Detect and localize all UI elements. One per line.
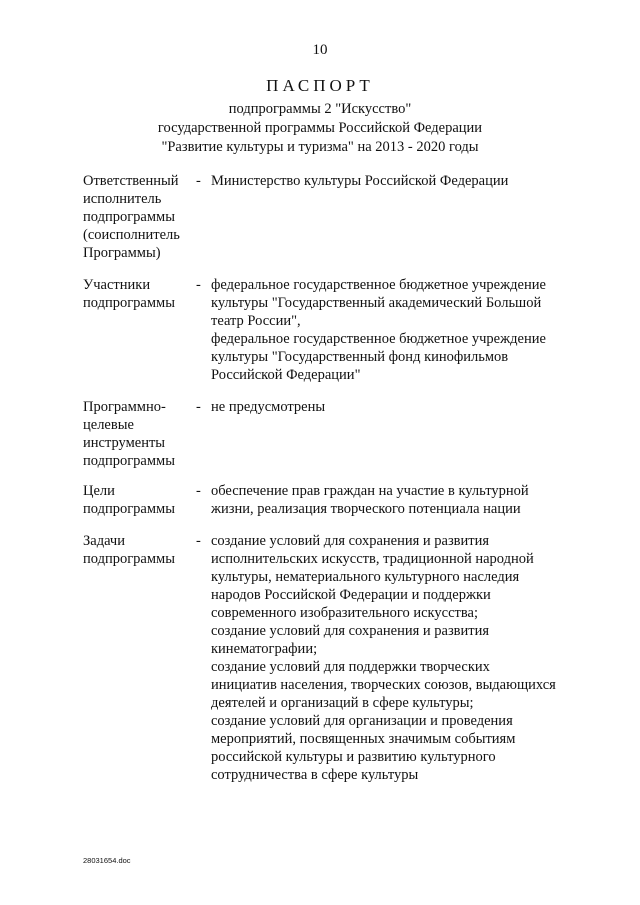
value-line: инициатив населения, творческих союзов, выдающихся — [211, 677, 556, 693]
value-line: исполнительских искусств, традиционной народной — [211, 551, 534, 567]
value-line: кинематографии; — [211, 641, 318, 657]
label-line: подпрограммы — [83, 501, 175, 517]
row-value — [211, 398, 581, 416]
subtitle-line: подпрограммы 2 "Искусство" — [228, 101, 412, 117]
row-label — [83, 482, 188, 518]
value-line: федеральное государственное бюджетное учреждение — [211, 331, 546, 347]
label-line: Задачи — [83, 533, 125, 549]
row-label — [83, 276, 188, 312]
value-line: современного изобразительного искусства; — [211, 605, 478, 621]
label-line: подпрограммы — [83, 453, 175, 469]
row-label — [83, 398, 188, 470]
label-line: Программно- — [83, 399, 166, 415]
label-line: (соисполнитель — [83, 227, 180, 243]
label-line: Участники — [83, 277, 151, 293]
label-line: исполнитель — [83, 191, 162, 207]
label-line: Ответственный — [83, 173, 179, 189]
row-value — [211, 482, 581, 518]
page-number: 10 — [312, 42, 328, 58]
row-dash: - — [196, 173, 201, 189]
value-line: Российской Федерации" — [211, 367, 361, 383]
document-subtitle — [0, 100, 640, 157]
subtitle-line: "Развитие культуры и туризма" на 2013 - 2020 годы — [161, 139, 479, 155]
passport-row-goals — [83, 482, 583, 518]
value-line: создание условий для поддержки творческих — [211, 659, 490, 675]
document-title: ПАСПОРТ — [266, 76, 374, 95]
value-line: народов Российской Федерации и поддержки — [211, 587, 491, 603]
value-line: театр России", — [211, 313, 301, 329]
row-dash: - — [196, 399, 201, 415]
passport-row-tasks — [83, 532, 583, 784]
row-dash: - — [196, 483, 201, 499]
value-line: российской культуры и развитию культурного — [211, 749, 496, 765]
row-label — [83, 172, 188, 262]
value-line: федеральное государственное бюджетное учреждение — [211, 277, 546, 293]
label-line: Программы) — [83, 245, 161, 261]
value-line: Министерство культуры Российской Федерации — [211, 173, 509, 189]
row-label — [83, 532, 188, 568]
value-line: обеспечение прав граждан на участие в культурной — [211, 483, 529, 499]
label-line: подпрограммы — [83, 551, 175, 567]
row-dash: - — [196, 277, 201, 293]
passport-row-participants — [83, 276, 583, 384]
row-value — [211, 532, 581, 784]
label-line: подпрограммы — [83, 295, 175, 311]
value-line: создание условий для сохранения и развития — [211, 533, 490, 549]
row-value — [211, 172, 581, 190]
document-filename: 28031654.doc — [83, 856, 131, 865]
row-dash: - — [196, 533, 201, 549]
value-line: создание условий для организации и проведения — [211, 713, 513, 729]
value-line: создание условий для сохранения и развития — [211, 623, 490, 639]
value-line: сотрудничества в сфере культуры — [211, 767, 419, 783]
value-line: деятелей и организаций в сфере культуры; — [211, 695, 474, 711]
label-line: инструменты — [83, 435, 166, 451]
value-line: не предусмотрены — [211, 399, 326, 415]
passport-row-instruments — [83, 398, 583, 470]
label-line: подпрограммы — [83, 209, 175, 225]
label-line: целевые — [83, 417, 134, 433]
value-line: жизни, реализация творческого потенциала нации — [211, 501, 521, 517]
value-line: культуры "Государственный фонд кинофильмов — [211, 349, 509, 365]
passport-row-responsible — [83, 172, 583, 262]
value-line: мероприятий, посвященных значимым событиям — [211, 731, 516, 747]
row-value — [211, 276, 581, 384]
subtitle-line: государственной программы Российской Федерации — [157, 120, 483, 136]
value-line: культуры, нематериального культурного наследия — [211, 569, 520, 585]
value-line: культуры "Государственный академический Большой — [211, 295, 542, 311]
label-line: Цели — [83, 483, 115, 499]
